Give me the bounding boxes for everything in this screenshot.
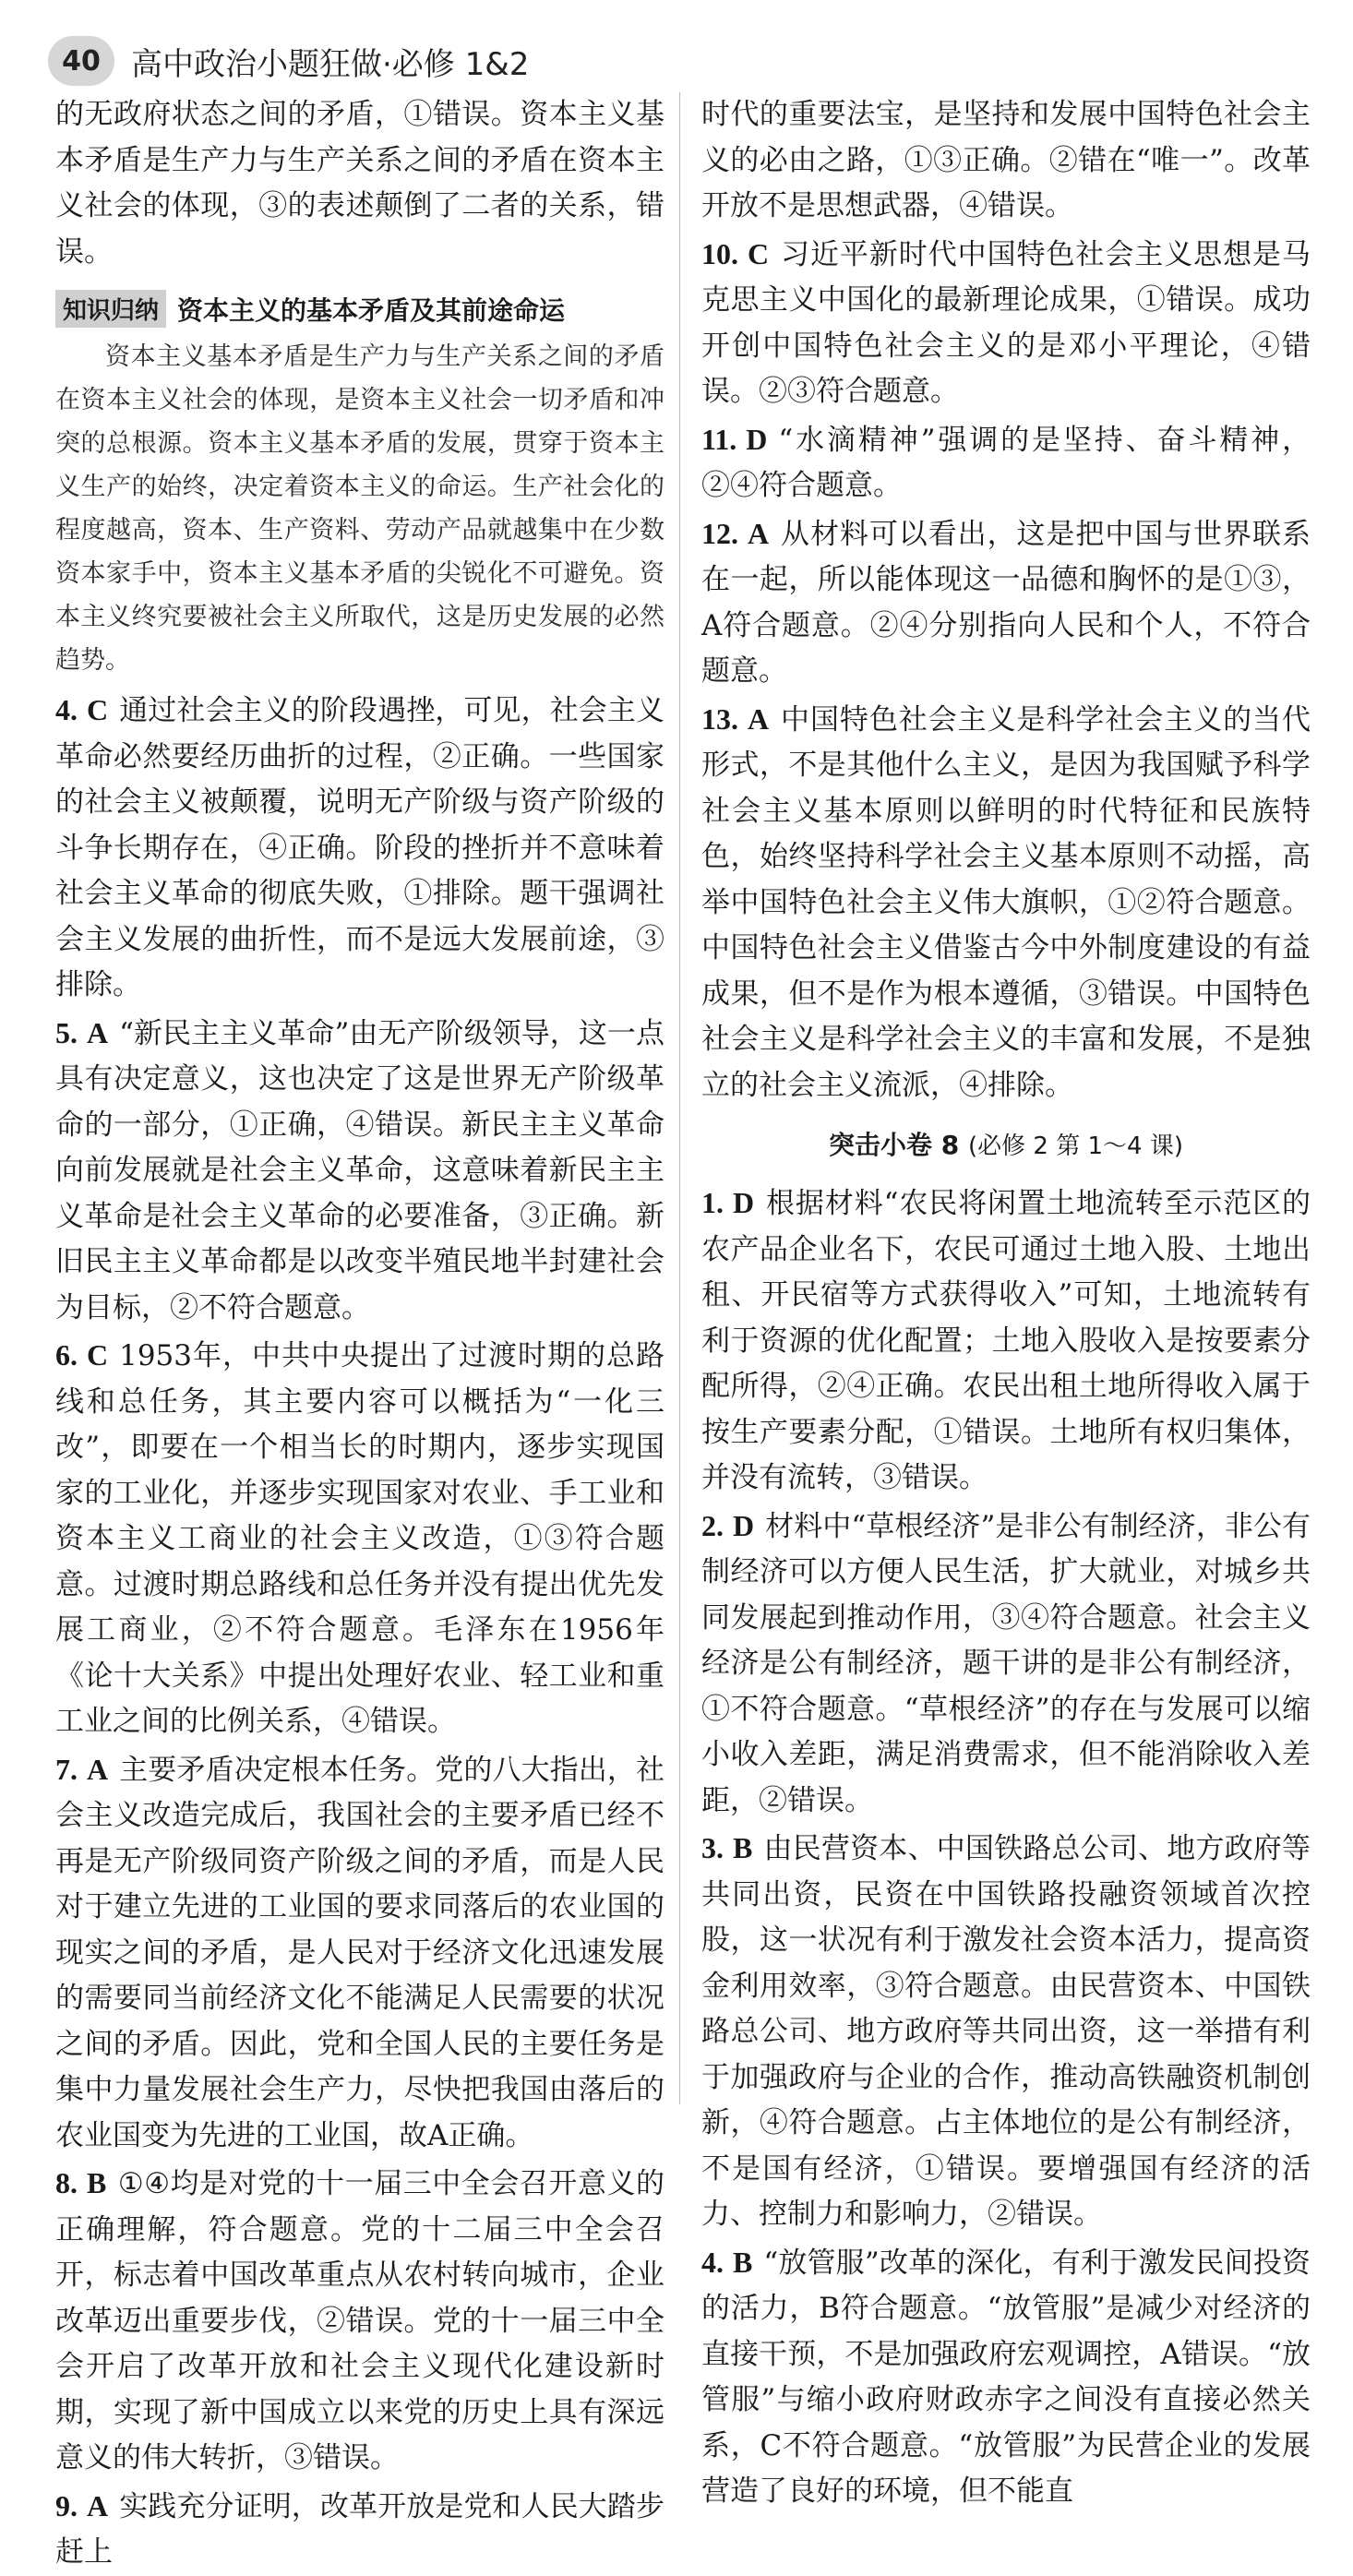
question-number: 1. xyxy=(701,1186,724,1219)
answer-item xyxy=(701,1504,1311,1825)
knowledge-tag: 知识归纳 xyxy=(55,290,166,328)
section-subtitle: (必修 2 第 1～4 课) xyxy=(968,1132,1183,1160)
column-divider xyxy=(679,92,680,2104)
answer-letter: B xyxy=(733,1831,753,1864)
explanation-text: 习近平新时代中国特色社会主义思想是马克思主义中国化的最新理论成果，①错误。成功开创中国特色社会主义的是邓小平理论，④错误。②③符合题意。 xyxy=(701,237,1311,408)
explanation-text: 材料中“草根经济”是非公有制经济，非公有制经济可以方便人民生活，扩大就业，对城乡共同发展起到推动作用，③④符合题意。社会主义经济是公有制经济，题干讲的是非公有制经济，①不符合题意。“草根经济”的存在与发展可以缩小收入差距，满足消费需求，但不能消除收入差距，②错误。 xyxy=(701,1509,1311,1817)
answer-item xyxy=(701,2240,1311,2515)
explanation-text: ①④均是对党的十一届三中全会召开意义的正确理解，符合题意。党的十二届三中全会召开，标志着中国改革重点从农村转向城市，企业改革迈出重要步伐，②错误。党的十一届三中全会开启了改革开放和社会主义现代化建设新时期，实现了新中国成立以来党的历史上具有深远意义的伟大转折，③错误。 xyxy=(55,2167,665,2474)
explanation-text: “放管服”改革的深化，有利于激发民间投资的活力，B符合题意。“放管服”是减少对经济的直接干预，不是加强政府宏观调控，A错误。“放管服”与缩小政府财政赤字之间没有直接必然关系，C不符合题意。“放管服”为民营企业的发展营造了良好的环境，但不能直 xyxy=(701,2246,1311,2508)
section-title xyxy=(701,1125,1311,1162)
answer-letter: A xyxy=(748,701,770,736)
explanation-text: “新民主主义革命”由无产阶级领导，这一点具有决定意义，这也决定了这是世界无产阶级革命的一部分，①正确，④错误。新民主主义革命向前发展就是社会主义革命，这意味着新民主主义革命是社会主义革命的必要准备，③正确。新旧民主主义革命都是以改变半殖民地半封建社会为目标，②不符合题意。 xyxy=(55,1016,665,1324)
knowledge-body: 资本主义基本矛盾是生产力与生产关系之间的矛盾在资本主义社会的体现，是资本主义社会一切矛盾和冲突的总根源。资本主义基本矛盾的发展，贯穿于资本主义生产的始终，决定着资本主义的命运。生产社会化的程度越高，资本、生产资料、劳动产品就越集中在少数资本家手中，资本主义基本矛盾的尖锐化不可避免。资本主义终究要被社会主义所取代，这是历史发展的必然趋势。 xyxy=(55,342,665,675)
answer-item xyxy=(701,511,1311,695)
answer-item xyxy=(55,2161,665,2482)
left-answer-list xyxy=(55,688,665,2576)
explanation-text: 主要矛盾决定根本任务。党的八大指出，社会主义改造完成后，我国社会的主要矛盾已经不再是无产阶级同资产阶级之间的矛盾，而是人民对于建立先进的工业国的要求同落后的农业国的现实之间的矛盾，是人民对于经济文化迅速发展的需要同当前经济文化不能满足人民需要的状况之间的矛盾。因此，党和全国人民的主要任务是集中力量发展社会生产力，尽快把我国由落后的农业国变为先进的工业国，故A正确。 xyxy=(55,1753,665,2152)
answer-item xyxy=(55,1747,665,2160)
answer-item xyxy=(701,417,1311,509)
section-title-text: 突击小卷 8 xyxy=(829,1130,960,1160)
right-column xyxy=(701,92,1311,2515)
answer-item xyxy=(701,1826,1311,2238)
answer-letter: B xyxy=(733,2245,753,2279)
explanation-text: 由民营资本、中国铁路总公司、地方政府等共同出资，民资在中国铁路投融资领域首次控股，这一状况有利于激发社会资本活力，提高资金利用效率，③符合题意。由民营资本、中国铁路总公司、地方政府等共同出资，这一举措有利于加强政府与企业的合作，推动高铁融资机制创新，④符合题意。占主体地位的是公有制经济，不是国有经济，①错误。要增强国有经济的活力、控制力和影响力，②错误。 xyxy=(701,1832,1311,2231)
question-number: 5. xyxy=(55,1015,78,1049)
question-number: 10. xyxy=(701,236,738,270)
answer-letter: D xyxy=(733,1186,755,1219)
explanation-text: 实践充分证明，改革开放是党和人民大踏步赶上 xyxy=(55,2489,665,2569)
question-number: 6. xyxy=(55,1338,78,1372)
answer-letter: C xyxy=(87,693,109,726)
explanation-text: 中国特色社会主义是科学社会主义的当代形式，不是其他什么主义，是因为我国赋予科学社会主义基本原则以鲜明的时代特征和民族特色，始终坚持科学社会主义基本原则不动摇，高举中国特色社会主义伟大旗帜，①②符合题意。中国特色社会主义借鉴古今中外制度建设的有益成果，但不是作为根本遵循，③错误。中国特色社会主义是科学社会主义的丰富和发展，不是独立的社会主义流派，④排除。 xyxy=(701,702,1311,1102)
answer-item xyxy=(55,688,665,1009)
question-number: 2. xyxy=(701,1508,724,1542)
explanation-text: 1953年，中共中央提出了过渡时期的总路线和总任务，其主要内容可以概括为“一化三改”，即要在一个相当长的时期内，逐步实现国家的工业化，并逐步实现国家对农业、手工业和资本主义工商业的社会主义改造，①③符合题意。过渡时期总路线和总任务并没有提出优先发展工商业，②不符合题意。毛泽东在1956年《论十大关系》中提出处理好农业、轻工业和重工业之间的比例关系，④错误。 xyxy=(55,1339,665,1738)
question-number: 9. xyxy=(55,2488,78,2522)
explanation-text: 通过社会主义的阶段遇挫，可见，社会主义革命必然要经历曲折的过程，②正确。一些国家的社会主义被颠覆，说明无产阶级与资产阶级的斗争长期存在，④正确。阶段的挫折并不意味着社会主义革命的彻底失败，①排除。题干强调社会主义发展的曲折性，而不是远大发展前途，③排除。 xyxy=(55,694,665,1001)
answer-letter: D xyxy=(746,422,768,456)
page-number: 40 xyxy=(48,36,114,86)
question-number: 3. xyxy=(701,1831,724,1864)
answer-item xyxy=(55,2484,665,2576)
answer-item xyxy=(55,1011,665,1332)
knowledge-box-header xyxy=(55,290,665,328)
answer-letter: D xyxy=(733,1508,755,1542)
explanation-text: 从材料可以看出，这是把中国与世界联系在一起，所以能体现这一品德和胸怀的是①③，A符合题意。②④分别指向人民和个人，不符合题意。 xyxy=(701,517,1311,688)
answer-item xyxy=(701,232,1311,415)
answer-letter: A xyxy=(87,2488,109,2522)
answer-letter: A xyxy=(748,516,770,550)
answer-letter: A xyxy=(87,1752,109,1786)
answer-letter: C xyxy=(748,236,770,270)
left-column xyxy=(55,92,665,2576)
answer-letter: A xyxy=(87,1015,109,1049)
answer-letter: B xyxy=(87,2166,107,2199)
answer-item xyxy=(55,1333,665,1745)
explanation-text: “水滴精神”强调的是坚持、奋斗精神，②④符合题意。 xyxy=(701,423,1311,502)
question-number: 4. xyxy=(55,693,78,726)
question-number: 4. xyxy=(701,2245,724,2279)
right-answer-list xyxy=(701,232,1311,1109)
answer-item xyxy=(701,1180,1311,1502)
section-answer-list xyxy=(701,1180,1311,2515)
book-title: 高中政治小题狂做·必修 1&2 xyxy=(131,45,530,83)
knowledge-title: 资本主义的基本矛盾及其前途命运 xyxy=(177,294,566,326)
question-number: 11. xyxy=(701,422,737,456)
question-number: 8. xyxy=(55,2166,78,2199)
page-header xyxy=(48,28,529,94)
question-number: 7. xyxy=(55,1752,78,1786)
intro-paragraph: 的无政府状态之间的矛盾，①错误。资本主义基本矛盾是生产力与生产关系之间的矛盾在资本主义社会的体现，③的表述颠倒了二者的关系，错误。 xyxy=(55,98,665,269)
question-number: 12. xyxy=(701,516,738,550)
answer-letter: C xyxy=(87,1338,109,1372)
continuation-paragraph: 时代的重要法宝，是坚持和发展中国特色社会主义的必由之路，①③正确。②错在“唯一”。改革开放不是思想武器，④错误。 xyxy=(701,98,1311,222)
explanation-text: 根据材料“农民将闲置土地流转至示范区的农产品企业名下，农民可通过土地入股、土地出租、开民宿等方式获得收入”可知，土地流转有利于资源的优化配置；土地入股收入是按要素分配所得，②④正确。农民出租土地所得收入属于按生产要素分配，①错误。土地所有权归集体，并没有流转，③错误。 xyxy=(701,1187,1311,1494)
answer-item xyxy=(701,697,1311,1109)
question-number: 13. xyxy=(701,701,738,736)
